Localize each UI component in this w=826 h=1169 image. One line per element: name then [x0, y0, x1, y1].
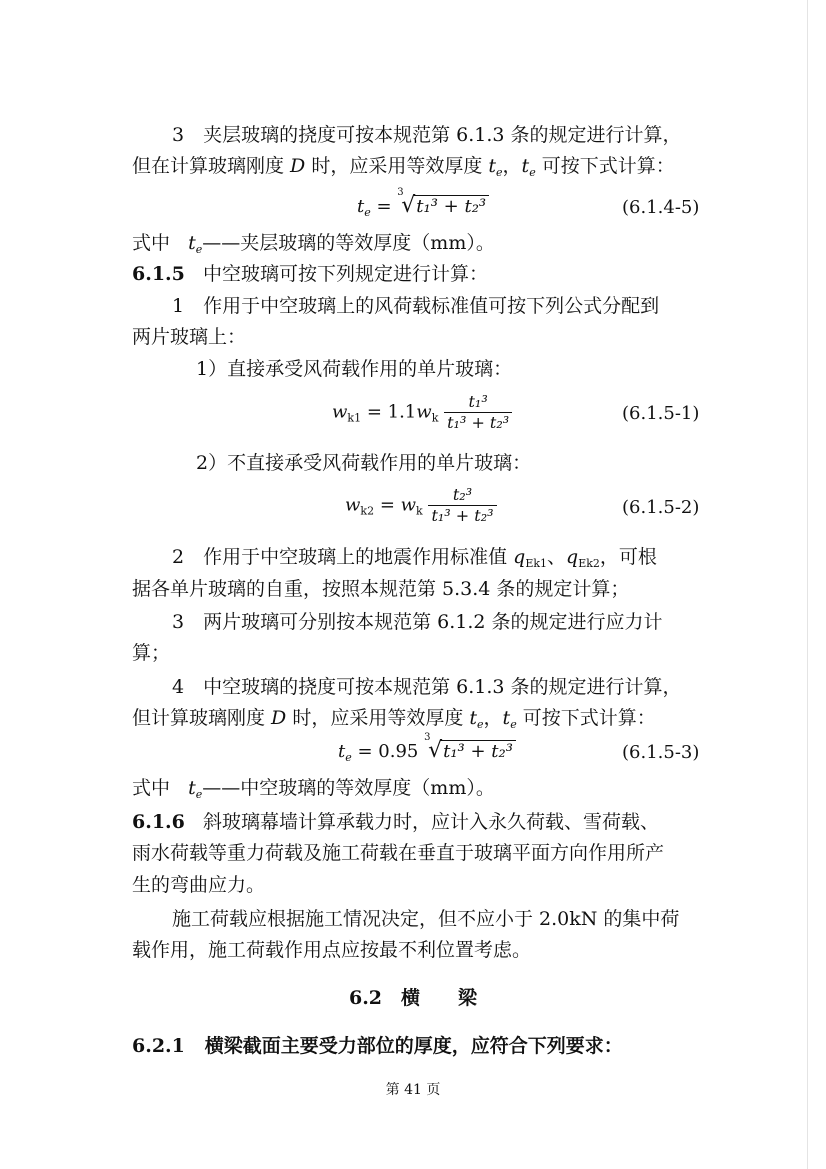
page-number: 第 41 页 — [385, 1082, 441, 1098]
section-6-1-6-line2: 雨水荷载等重力荷载及施工荷载在垂直于玻璃平面方向作用所产 — [132, 842, 665, 864]
equation-6-1-5-2: $w_{k2} = w_k$ $\frac{\text{t₂³}}{\text{t₁³ + t₂³}}$ — [345, 485, 497, 526]
item4-line1: 4 中空玻璃的挠度可按本规范第 6.1.3 条的规定进行计算， — [172, 676, 682, 698]
construction-load-line2: 载作用，施工荷载作用点应按最不利位置考虑。 — [132, 939, 532, 961]
sub-item-2: 2）不直接承受风荷载作用的单片玻璃： — [196, 452, 532, 474]
equation-6-1-4-5: $t_e$ = 3 √ t₁³ + t₂³ — [357, 196, 489, 219]
equation-number-6-1-5-3: (6.1.5-3) — [622, 742, 700, 763]
p1-line2: 但在计算玻璃刚度 D 时，应采用等效厚度 $t_e$，$t_e$ 可按下式计算： — [132, 155, 675, 179]
item4-line2: 但计算玻璃刚度 D 时，应采用等效厚度 $t_e$，$t_e$ 可按下式计算： — [132, 707, 656, 731]
definition-te-laminated: 式中 $t_e——$夹层玻璃的等效厚度（mm）。 — [132, 232, 495, 256]
section-6-2-1: 6.2.1 横梁截面主要受力部位的厚度，应符合下列要求： — [132, 1035, 623, 1057]
sub-item-1: 1）直接承受风荷载作用的单片玻璃： — [196, 358, 513, 380]
item2-line2: 据各单片玻璃的自重，按照本规范第 5.3.4 条的规定计算； — [132, 578, 630, 600]
item3-line2: 算； — [132, 642, 171, 664]
p1-line1: 3 夹层玻璃的挠度可按本规范第 6.1.3 条的规定进行计算， — [172, 124, 682, 146]
equation-number-6-1-5-1: (6.1.5-1) — [622, 403, 700, 424]
equation-6-1-5-3: $t_e = 0.95$ 3 √ t₁³ + t₂³ — [338, 741, 516, 764]
section-6-1-5-heading: 6.1.5 中空玻璃可按下列规定进行计算： — [132, 263, 489, 285]
equation-number-6-1-4-5: (6.1.4-5) — [622, 197, 700, 218]
equation-6-1-5-1: $w_{k1} = 1.1w_k$ $\frac{\text{t₁³}}{\text{t₁³ + t₂³}}$ — [332, 392, 512, 433]
section-6-2-title: 6.2 横 梁 — [348, 987, 478, 1009]
section-6-1-6-line3: 生的弯曲应力。 — [132, 874, 266, 896]
item1-line1: 1 作用于中空玻璃上的风荷载标准值可按下列公式分配到 — [172, 295, 660, 317]
item1-line2: 两片玻璃上： — [132, 326, 247, 348]
item2-line1: 2 作用于中空玻璃上的地震作用标准值 $q_{Ek1}$、$q_{Ek2}$，可根 — [172, 546, 657, 570]
item3-line1: 3 两片玻璃可分别按本规范第 6.1.2 条的规定进行应力计 — [172, 611, 663, 633]
definition-te-insulating: 式中 $t_e——$中空玻璃的等效厚度（mm）。 — [132, 777, 495, 801]
equation-number-6-1-5-2: (6.1.5-2) — [622, 497, 700, 518]
construction-load-line1: 施工荷载应根据施工情况决定，但不应小于 2.0kN 的集中荷 — [172, 908, 680, 930]
section-6-1-6-line1: 6.1.6 斜玻璃幕墙计算承载力时，应计入永久荷载、雪荷载、 — [132, 811, 660, 833]
